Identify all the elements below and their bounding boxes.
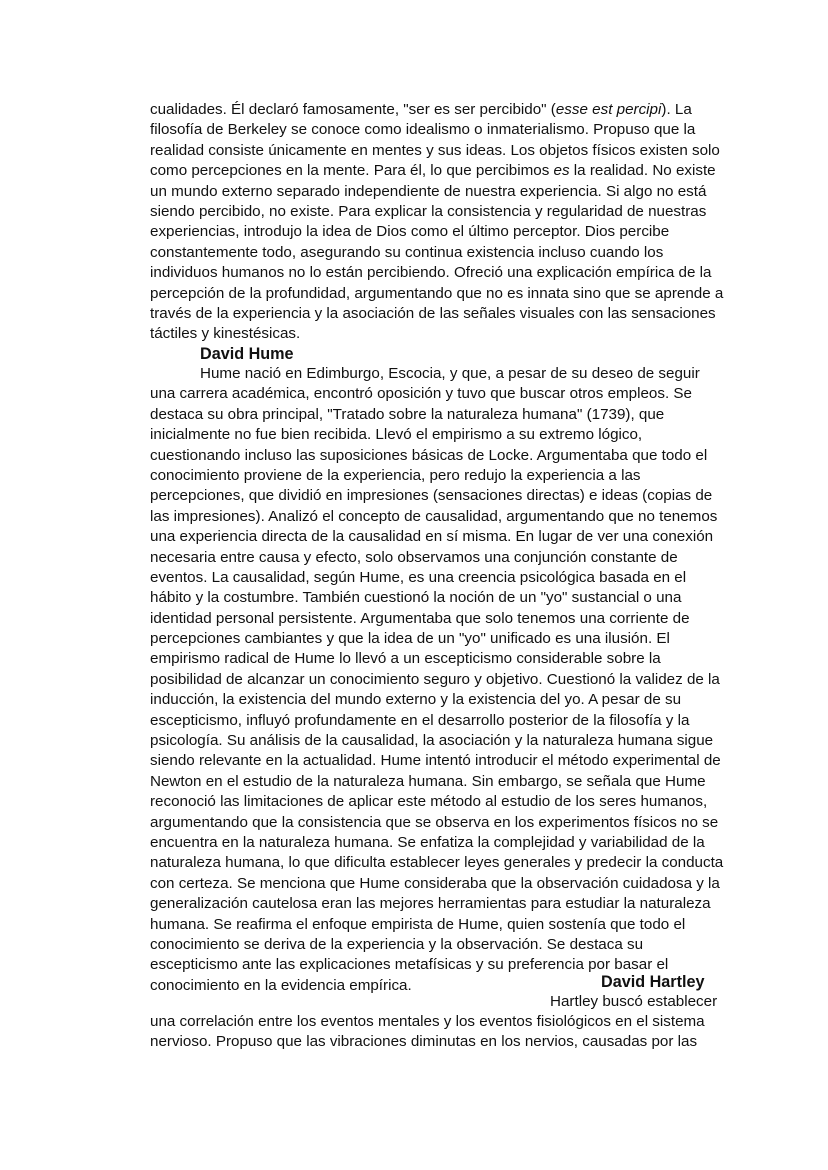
text-line [150, 100, 740, 120]
text-line: con certeza. Se menciona que Hume consideraba que la observación cuidadosa y la [150, 874, 720, 892]
hume-paragraph [150, 364, 740, 996]
text-line [150, 304, 740, 324]
text-line: identidad personal persistente. Argumentaba que solo tenemos una corriente de [150, 609, 690, 627]
text-line: nervioso. Propuso que las vibraciones diminutas en los nervios, causadas por las [150, 1033, 698, 1051]
text-segment: táctiles y kinestésicas. [150, 325, 301, 343]
text-segment: como percepciones en la mente. Para él, lo que percibimos [150, 162, 554, 180]
text-segment: experiencias, introdujo la idea de Dios como el último perceptor. Dios percibe [150, 223, 670, 241]
text-line: escepticismo, influyó profundamente en el desarrollo posterior de la filosofía y la [150, 711, 690, 729]
text-segment: individuos humanos no lo están percibiendo. Ofreció una explicación empírica de la [150, 264, 712, 282]
berkeley-paragraph [150, 100, 740, 345]
text-line [150, 182, 740, 202]
text-line [150, 263, 740, 283]
text-segment: ). La [661, 101, 692, 118]
text-line [150, 324, 740, 344]
text-line: conocimiento se deriva de la experiencia y la observación. Se destaca su [150, 935, 644, 953]
text-line: reconoció las limitaciones de aplicar este método al estudio de los seres humanos, [150, 793, 708, 811]
hartley-paragraph [150, 1012, 740, 1053]
text-segment: siendo percibido, no existe. Para explicar la consistencia y regularidad de nuestras [150, 202, 707, 220]
text-line: inicialmente no fue bien recibida. Llevó el empirismo a su extremo lógico, [150, 426, 643, 444]
text-line: escepticismo ante las explicaciones metafísicas y su preferencia por basar el [150, 956, 669, 974]
text-line: una carrera académica, encontró oposición y tuvo que buscar otros empleos. Se [150, 385, 692, 403]
text-line: una correlación entre los eventos mentales y los eventos fisiológicos en el sistema [150, 1013, 705, 1030]
text-line: empirismo radical de Hume lo llevó a un escepticismo considerable sobre la [150, 650, 661, 668]
text-line: generalización cautelosa eran las mejores herramientas para estudiar la naturaleza [150, 895, 711, 913]
text-line [150, 284, 740, 304]
text-segment: filosofía de Berkeley se conoce como idealismo o inmaterialismo. Propuso que la [150, 121, 696, 139]
text-line: hábito y la costumbre. También cuestionó la noción de un "yo" sustancial o una [150, 589, 682, 607]
text-line [150, 120, 740, 140]
text-segment: través de la experiencia y la asociación de las señales visuales con las sensaciones [150, 304, 716, 322]
text-line: psicología. Su análisis de la causalidad, la asociación y la naturaleza humana sigue [150, 732, 714, 750]
text-segment: cualidades. Él declaró famosamente, "ser es ser percibido" ( [150, 101, 556, 118]
text-line: Hume nació en Edimburgo, Escocia, y que, a pesar de su deseo de seguir [200, 365, 700, 382]
italic-text: es [553, 162, 570, 180]
hartley-first-line: Hartley buscó establecer [550, 993, 718, 1010]
text-segment: percepción de la profundidad, argumentando que no es innata sino que se aprende a [150, 284, 724, 302]
text-line: conocimiento proviene de la experiencia, pero redujo la experiencia a las [150, 466, 641, 484]
text-line: siendo relevante en la actualidad. Hume intentó introducir el método experimental de [150, 752, 721, 770]
text-line: cuestionando incluso las suposiciones básicas de Locke. Argumentaba que todo el [150, 446, 708, 464]
text-line: posibilidad de alcanzar un conocimiento seguro y objetivo. Cuestionó la validez de la [150, 670, 720, 688]
hume-heading: David Hume [200, 345, 294, 363]
text-line [150, 141, 740, 161]
text-line [150, 222, 740, 242]
text-segment: realidad consiste únicamente en mentes y sus ideas. Los objetos físicos existen solo [150, 141, 720, 159]
text-line: las impresiones). Analizó el concepto de causalidad, argumentando que no tenemos [150, 507, 718, 525]
text-line: una experiencia directa de la causalidad en sí misma. En lugar de ver una conexión [150, 528, 714, 546]
italic-text: esse est percipi [555, 101, 662, 118]
text-line [150, 202, 740, 222]
text-line: eventos. La causalidad, según Hume, es una creencia psicológica basada en el [150, 568, 687, 586]
text-line: necesaria entre causa y efecto, solo observamos una conjunción constante de [150, 548, 678, 566]
text-segment: la realidad. No existe [569, 162, 716, 180]
text-line: percepciones cambiantes y que la idea de un "yo" unificado es una ilusión. El [150, 630, 670, 648]
text-segment: un mundo externo separado independiente de nuestra experiencia. Si algo no está [150, 182, 707, 200]
text-line: destaca su obra principal, "Tratado sobre la naturaleza humana" (1739), que [150, 405, 665, 423]
text-line: inducción, la existencia del mundo externo y la existencia del yo. A pesar de su [150, 691, 682, 709]
hartley-heading: David Hartley [601, 973, 705, 991]
text-line: Newton en el estudio de la naturaleza humana. Sin embargo, se señala que Hume [150, 772, 706, 790]
text-segment: constantemente todo, asegurando su continua existencia incluso cuando los [150, 243, 664, 261]
text-line: humana. Se reafirma el enfoque empirista de Hume, quien sostenía que todo el [150, 915, 686, 933]
text-line: encuentra en la naturaleza humana. Se enfatiza la complejidad y variabilidad de la [150, 833, 705, 851]
text-line: argumentando que la consistencia que se observa en los experimentos físicos no se [150, 813, 719, 831]
text-line: percepciones, que dividió en impresiones (sensaciones directas) e ideas (copias de [150, 487, 713, 505]
text-line: conocimiento en la evidencia empírica. [150, 976, 412, 994]
text-line [150, 161, 740, 181]
text-line [150, 243, 740, 263]
text-line: naturaleza humana, lo que dificulta establecer leyes generales y predecir la conducta [150, 854, 724, 872]
